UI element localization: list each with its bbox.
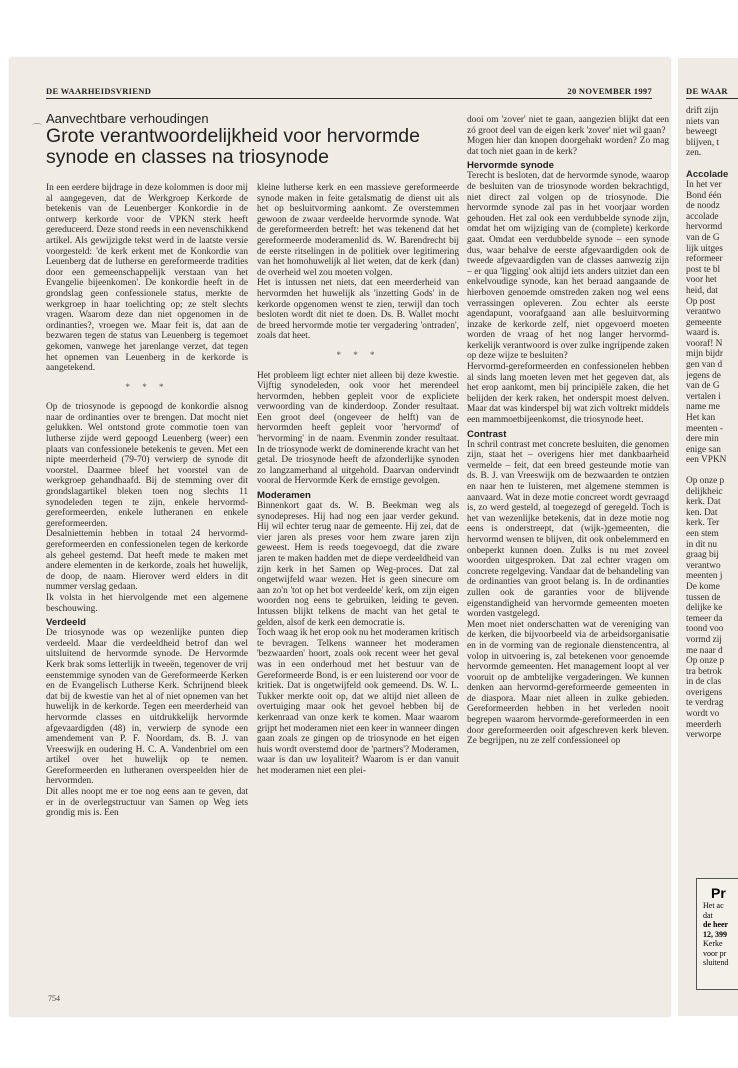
- paragraph: Dit alles noopt me er toe nog eens aan te geven, dat er in de overlegstructuur van Samen op Weg iets grondig mis is. Een: [46, 787, 248, 819]
- paragraph: van de G: [686, 381, 720, 392]
- paragraph: me naar d: [686, 645, 723, 656]
- paragraph: De triosynode was op wezenlijke punten diep verdeeld. Maar die verdeeldheid betrof dan wel uitsluitend de hervormde synode. De Hervormde Kerk brak soms letterlijk in tweeën, tegenover de vrij eenstemmige synoden van de Gereformeerde Kerken en de Evangelisch Lutherse Kerk. Schrijnend bleek dat bij de kwestie van het al of niet opnemen van het huwelijk in de kerkorde. Tegen een meerderheid van hervormde classes en uitdrukkelijk hervormde afgevaardigden (48) in, verwierp de synode een amendement van P. F. Noordam, ds. B. J. van Vreeswijk en oudering H. C. A. Vandenbriel om een artikel over het huwelijk op te nemen. Gereformeerden en lutheranen overspeelden hier de hervormden.: [46, 628, 248, 787]
- paragraph: Hervormd-gereformeerden en confessionelen hebben al sinds lang moeten leven met het gegeven dat, als het erop aankomt, men bij principiële zaken, die het belijden der kerk raken, het onderspit moest delven. Maar dat was kinderspel bij wat zich voltrekt middels een mammoetbijeenkomst, die triosynode heet.: [467, 362, 669, 426]
- box-line: de heer: [703, 920, 729, 929]
- paragraph: delijkheic: [686, 486, 723, 497]
- paragraph: reformeer: [686, 254, 723, 265]
- paragraph: verantwo: [686, 307, 721, 318]
- paragraph: dooi om 'zover' niet te gaan, aangezien blijkt dat een zó groot deel van de eigen kerk 'zover' niet wil gaan?: [467, 115, 669, 136]
- article-headline: Grote verantwoordelijkheid voor hervormde synode en classes na triosynode: [46, 125, 420, 168]
- paragraph: verworpe: [686, 730, 722, 741]
- header-rule: [46, 98, 652, 99]
- paragraph: in de clas: [686, 677, 722, 688]
- paragraph: toond voo: [686, 624, 724, 635]
- next-page-box-title: Pr: [711, 885, 726, 901]
- paragraph: De kome: [686, 581, 720, 592]
- paragraph: overigens: [686, 687, 723, 698]
- paragraph: In schril contrast met concrete besluiten, die genomen zijn, staat het – overigens hier met dankbaarheid vermelde – feit, dat een breed gesteunde motie van ds. B. J. van Vreeswijk om de bezwaarden te ontzien en naar hen te luisteren, met algemene stemmen is aanvaard. Wat in deze motie concreet wordt gevraagd is, zo werd gesteld, al toegezegd of geregeld. Toch is het van wezenlijke betekenis, dat in deze motie nog eens is onderstreept, dat (wijk-)gemeenten, die hervormd wensen te blijven, dit ook onbelemmerd en onbeperkt kunnen doen. Zulks is nu met zoveel woorden uitgesproken. Dat zal echter vragen om concrete regelgeving. Vandaar dat de behandeling van de ordinanties van groot belang is. In de ordinanties zullen ook de garanties voor de blijvende eigenstandigheid van hervormde gemeenten moeten worden vastgelegd.: [467, 439, 669, 620]
- paragraph: Het kan: [686, 413, 716, 424]
- paragraph: zen.: [686, 148, 702, 159]
- box-line: voor pr: [703, 948, 727, 958]
- newspaper-page: [10, 58, 670, 1016]
- next-page-box: [696, 878, 738, 990]
- paragraph: mijn bijdr: [686, 349, 723, 360]
- paragraph: Toch waag ik het erop ook nu het moderamen kritisch te bevragen. Telkens wanneer het moderamen 'bezwaarden' hoort, zoals ook recent weer het geval was in een onderhoud met het bestuur van de Gereformeerde Bond, is er een luisterend oor voor de kritiek. Dat is ongetwijfeld ook gemeend. Ds. W. L. Tukker merkte ooit op, dat we altijd niet alleen de overtuiging maar ook het gevoel hebben bij de kerkenraad van onze kerk te komen. Maar waarom grijpt het moderamen niet een keer in wanneer dingen gaan zoals ze gingen op de triosynode en het eigen huis wordt overstemd door de 'partners'? Moderamen, waar is dan uw loyaliteit? Waarom is er dan vanuit het moderamen niet een plei-: [257, 628, 459, 776]
- next-page-rule: [686, 98, 738, 99]
- section-heading: Moderamen: [257, 490, 311, 502]
- next-page-publication: DE WAAR: [686, 86, 728, 96]
- paragraph: meenten j: [686, 571, 723, 582]
- paragraph: in dit nu: [686, 539, 717, 550]
- paragraph: meenten -: [686, 423, 723, 434]
- paragraph: een stem: [686, 528, 719, 539]
- article-column-2: [257, 183, 459, 995]
- paragraph: Men moet niet onderschatten wat de vereniging van de kerken, die bijvoorbeeld via de arbeidsorganisatie en in de vorming van de regionale dienstencentra, al volop in uitvoering is, zal betekenen voor genoemde hervormde gemeenten. Het management loopt al ver vooruit op de ambtelijke vergaderingen. We kunnen denken aan hervormd-gereformeerde gemeenten in de diaspora. Maar niet alleen in zulke gebieden. Gereformeerden hebben in het verleden nooit begrepen waarom hervormde-gereformeerden in een door gereformeerden ooit afgeschreven kerk bleven. Ze begrijpen, nu ze zelf confessioneel op: [467, 619, 669, 747]
- box-line: Het ac: [703, 901, 724, 910]
- paragraph: blijven, t: [686, 137, 720, 148]
- paragraph: de noodz: [686, 201, 720, 212]
- paragraph: name me: [686, 402, 720, 413]
- paragraph: In een eerdere bijdrage in deze kolommen is door mij al aangegeven, dat de Werkgroep Kerkorde de betekenis van de Leuenberger Konkordie in de ontwerp kerkorde voor de VPKN sterk heeft gereduceerd. Deze stond reeds in een nevenschikkend artikel. Als gewijzigde tekst werd in de laatste versie voorgesteld: 'de kerk erkent met de Konkordie van Leuenberg dat de lutherse en gereformeerde tradities door een gemeenschappelijk verstaan van het Evangelie bijeenkomen'. De konkordie heeft in de grondslag geen confessionele status, merkte de werkgroep in haar toelichting op; ze stelt slechts vragen. Waarom deze dan niet opgenomen in de ordinanties?, vroegen we. Maar feit is, dat aan de bezwaren tegen de status van Leuenberg is tegemoet gekomen, vanwege het jarenlange verzet, dat tegen het opnemen van Leuenberg in de kerkorde is aangetekend.: [46, 183, 248, 374]
- paragraph: jegens de: [686, 370, 721, 381]
- paragraph: Binnenkort gaat ds. W. B. Beekman weg als synodepreses. Hij had nog een jaar verder gekund. Hij wil echter terug naar de gemeente. Hij zei, dat de vier jaren als preses voor hem zware jaren zijn geweest. Hem is reeds toegevoegd, dat die zware jaren te maken hadden met de diepe verdeeldheid van zijn kerk in het Samen op Weg-proces. Dat zal ongetwijfeld waar wezen. Het is geen sinecure om aan zo'n 'tot op het bot verdeelde' kerk, om zijn eigen woorden nog eens te gebruiken, leiding te geven. Intussen blijkt telkens de macht van het getal te gelden, alsof de kerk een democratie is.: [257, 501, 459, 628]
- paragraph: meerderh: [686, 719, 722, 730]
- box-line: 12, 399: [703, 929, 727, 939]
- paragraph: Op post: [686, 296, 716, 307]
- paragraph: niets van: [686, 116, 720, 127]
- publication-date: 20 NOVEMBER 1997: [567, 86, 652, 96]
- paragraph: ken. Dat: [686, 507, 718, 518]
- paragraph: tra betrok: [686, 666, 722, 677]
- next-page-box-lines: [697, 901, 738, 968]
- paragraph: post te bl: [686, 264, 721, 275]
- section-heading: Contrast: [467, 428, 507, 440]
- section-heading: Hervormde synode: [467, 160, 554, 172]
- paragraph: delijke ke: [686, 603, 723, 614]
- paragraph: Op de triosynode is gepoogd de konkordie alsnog naar de ordinanties over te brengen. Dat mocht niet gelukken. Wel ontstond grote commotie toen van lutherse zijde werd gepoogd Leuenberg (weer) een plaats van confessionele betekenis te geven. Met een nipte meerderheid (79-70) verwierp de synode dit voorstel. Daarmee bleef het voorstel van de werkgroep gehandhaafd. Bij de stemming over dit grondslagartikel bleken toen nog slechts 11 synodeleden tegen te zijn, enkele hervormd-gereformeerden, enkele lutheranen en enkele gereformeerden.: [46, 402, 248, 529]
- paragraph: gemeente: [686, 317, 722, 328]
- paragraph: heid, dat: [686, 285, 719, 296]
- paragraph: Het is intussen net niets, dat een meerderheid van hervormden het huwelijk als 'inzetting Gods' in de kerkorde opgenomen wenst te zien, terwijl dan toch besloten wordt dit niet te doen. Ds. B. Wallet mocht de breed hervormde motie ter vergadering 'ontraden', zoals dat heet.: [257, 278, 459, 342]
- paragraph: beweegt: [686, 127, 717, 138]
- paragraph: drift zijn: [686, 106, 719, 116]
- paragraph: In het ver: [686, 179, 722, 190]
- paragraph-gap: [686, 466, 734, 476]
- paragraph: tussen de: [686, 592, 721, 603]
- paragraph: van de G: [686, 232, 720, 243]
- paragraph: voor het: [686, 275, 717, 286]
- paragraph: Op onze p: [686, 656, 725, 667]
- box-line: dat: [703, 910, 713, 920]
- paragraph: te verdrag: [686, 698, 724, 709]
- paragraph: kleine lutherse kerk en een massieve gereformeerde synode maken in feite getalsmatig de dienst uit als het op besluitvorming aankomt. Ze overstemmen gewoon de zwaar verdeelde hervormde synode. Wat de gereformeerden betreft: het was tekenend dat het gereformeerde moderamenlid ds. W. Barendrecht bij de eerste ritselingen in de politiek over legitimering van het homohuwelijk al liet weten, dat de kerk (dan) de overheid wel zou moeten volgen.: [257, 183, 459, 278]
- paragraph: vooraf! N: [686, 338, 723, 349]
- paragraph: lijk uitges: [686, 243, 723, 254]
- paragraph: Bond één: [686, 190, 722, 201]
- paragraph: accolade: [686, 211, 719, 222]
- article-kicker: Aanvechtbare verhoudingen: [46, 111, 209, 126]
- paragraph: verantwo: [686, 560, 721, 571]
- next-page-edge: [678, 58, 738, 1016]
- paragraph-gap: [686, 159, 734, 169]
- paragraph: vertalen i: [686, 391, 721, 402]
- paragraph: hervormd: [686, 222, 723, 233]
- section-separator: * * *: [336, 349, 380, 360]
- paragraph: enige san: [686, 444, 721, 455]
- paragraph: graag bij: [686, 550, 719, 561]
- paragraph: gen van d: [686, 360, 723, 371]
- article-column-3: [467, 115, 669, 995]
- section-heading: Verdeeld: [46, 617, 86, 629]
- paragraph: Terecht is besloten, dat de hervormde synode, waarop de besluiten van de triosynode worden bekrachtigd, niet direct zal volgen op de triosynode. Die hervormde synode zal pas in het voorjaar worden gehouden. Het zal ook een verdubbelde synode zijn, omdat het om wijziging van de (complete) kerkorde gaat. Omdat een verdubbelde synode – een synode dus, waar behalve de eerste afgevaardigden ook de tweede afgevaardigden van de classes aanwezig zijn – er qua 'ligging' ook altijd iets anders uitziet dan een enkelvoudige synode, kan het beraad aangaande de hierboven genoemde omstreden zaken nog wel eens verrassingen opleveren. Zou echter als eerste agendapunt, voorafgaand aan alle besluitvorming inzake de kerkorde zelf, niet opgevoerd moeten worden de vraag of het nog langer hervormd-kerkelijk verantwoord is over zulke ingrijpende zaken op deze wijze te besluiten?: [467, 171, 669, 362]
- paragraph: een VPKN: [686, 455, 727, 466]
- paragraph: Mogen hier dan knopen doorgehakt worden? Zo mag dat toch niet gaan in de kerk?: [467, 136, 669, 157]
- paragraph: vormd zij: [686, 634, 722, 645]
- paragraph: Ik volsta in het hiervolgende met een algemene beschouwing.: [46, 592, 248, 614]
- section-heading: Accolade: [686, 168, 729, 180]
- page-corner-mark: ⌒: [32, 124, 42, 135]
- paragraph: Desalniettemin hebben in totaal 24 hervormd-gereformeerden en confessionelen tegen de kerkorde als geheel gestemd. Dat heeft mede te maken met andere elementen in de kerkorde, zoals het huwelijk, de doop, de naam. Hierover werd elders in dit nummer verslag gedaan.: [46, 529, 248, 593]
- paragraph: Op onze p: [686, 476, 725, 486]
- box-line: Kerke: [703, 939, 723, 948]
- section-separator: * * *: [125, 381, 169, 392]
- publication-name: DE WAARHEIDSVRIEND: [46, 86, 152, 96]
- paragraph: wordt vo: [686, 709, 720, 720]
- paragraph: waard is.: [686, 328, 720, 339]
- next-page-column: [686, 106, 734, 741]
- paragraph: Het probleem ligt echter niet alleen bij deze kwestie. Vijftig synodeleden, ook voor het merendeel hervormden, hebben gepleit voor de expliciete verwoording van de kinderdoop. Zonder resultaat. Een groot deel (ongeveer de helft) van de hervormden heeft gepleit voor 'hervormd' of 'hervorming' in de naam. Evenmin zonder resultaat. In de triosynode werkt de dominerende kracht van het getal. De triosynode heeft de afzonderlijke synoden zo langzamerhand al uitgehold. Daarvan ondervindt vooral de Hervormde Kerk de ernstige gevolgen.: [257, 370, 459, 487]
- paragraph: kerk. Ter: [686, 518, 720, 529]
- paragraph: temeer da: [686, 613, 723, 624]
- box-line: sluitend: [703, 958, 729, 967]
- article-column-1: [46, 183, 248, 995]
- page-number: 754: [48, 994, 60, 1003]
- paragraph: kerk. Dat: [686, 497, 721, 508]
- paragraph: dere min: [686, 434, 719, 445]
